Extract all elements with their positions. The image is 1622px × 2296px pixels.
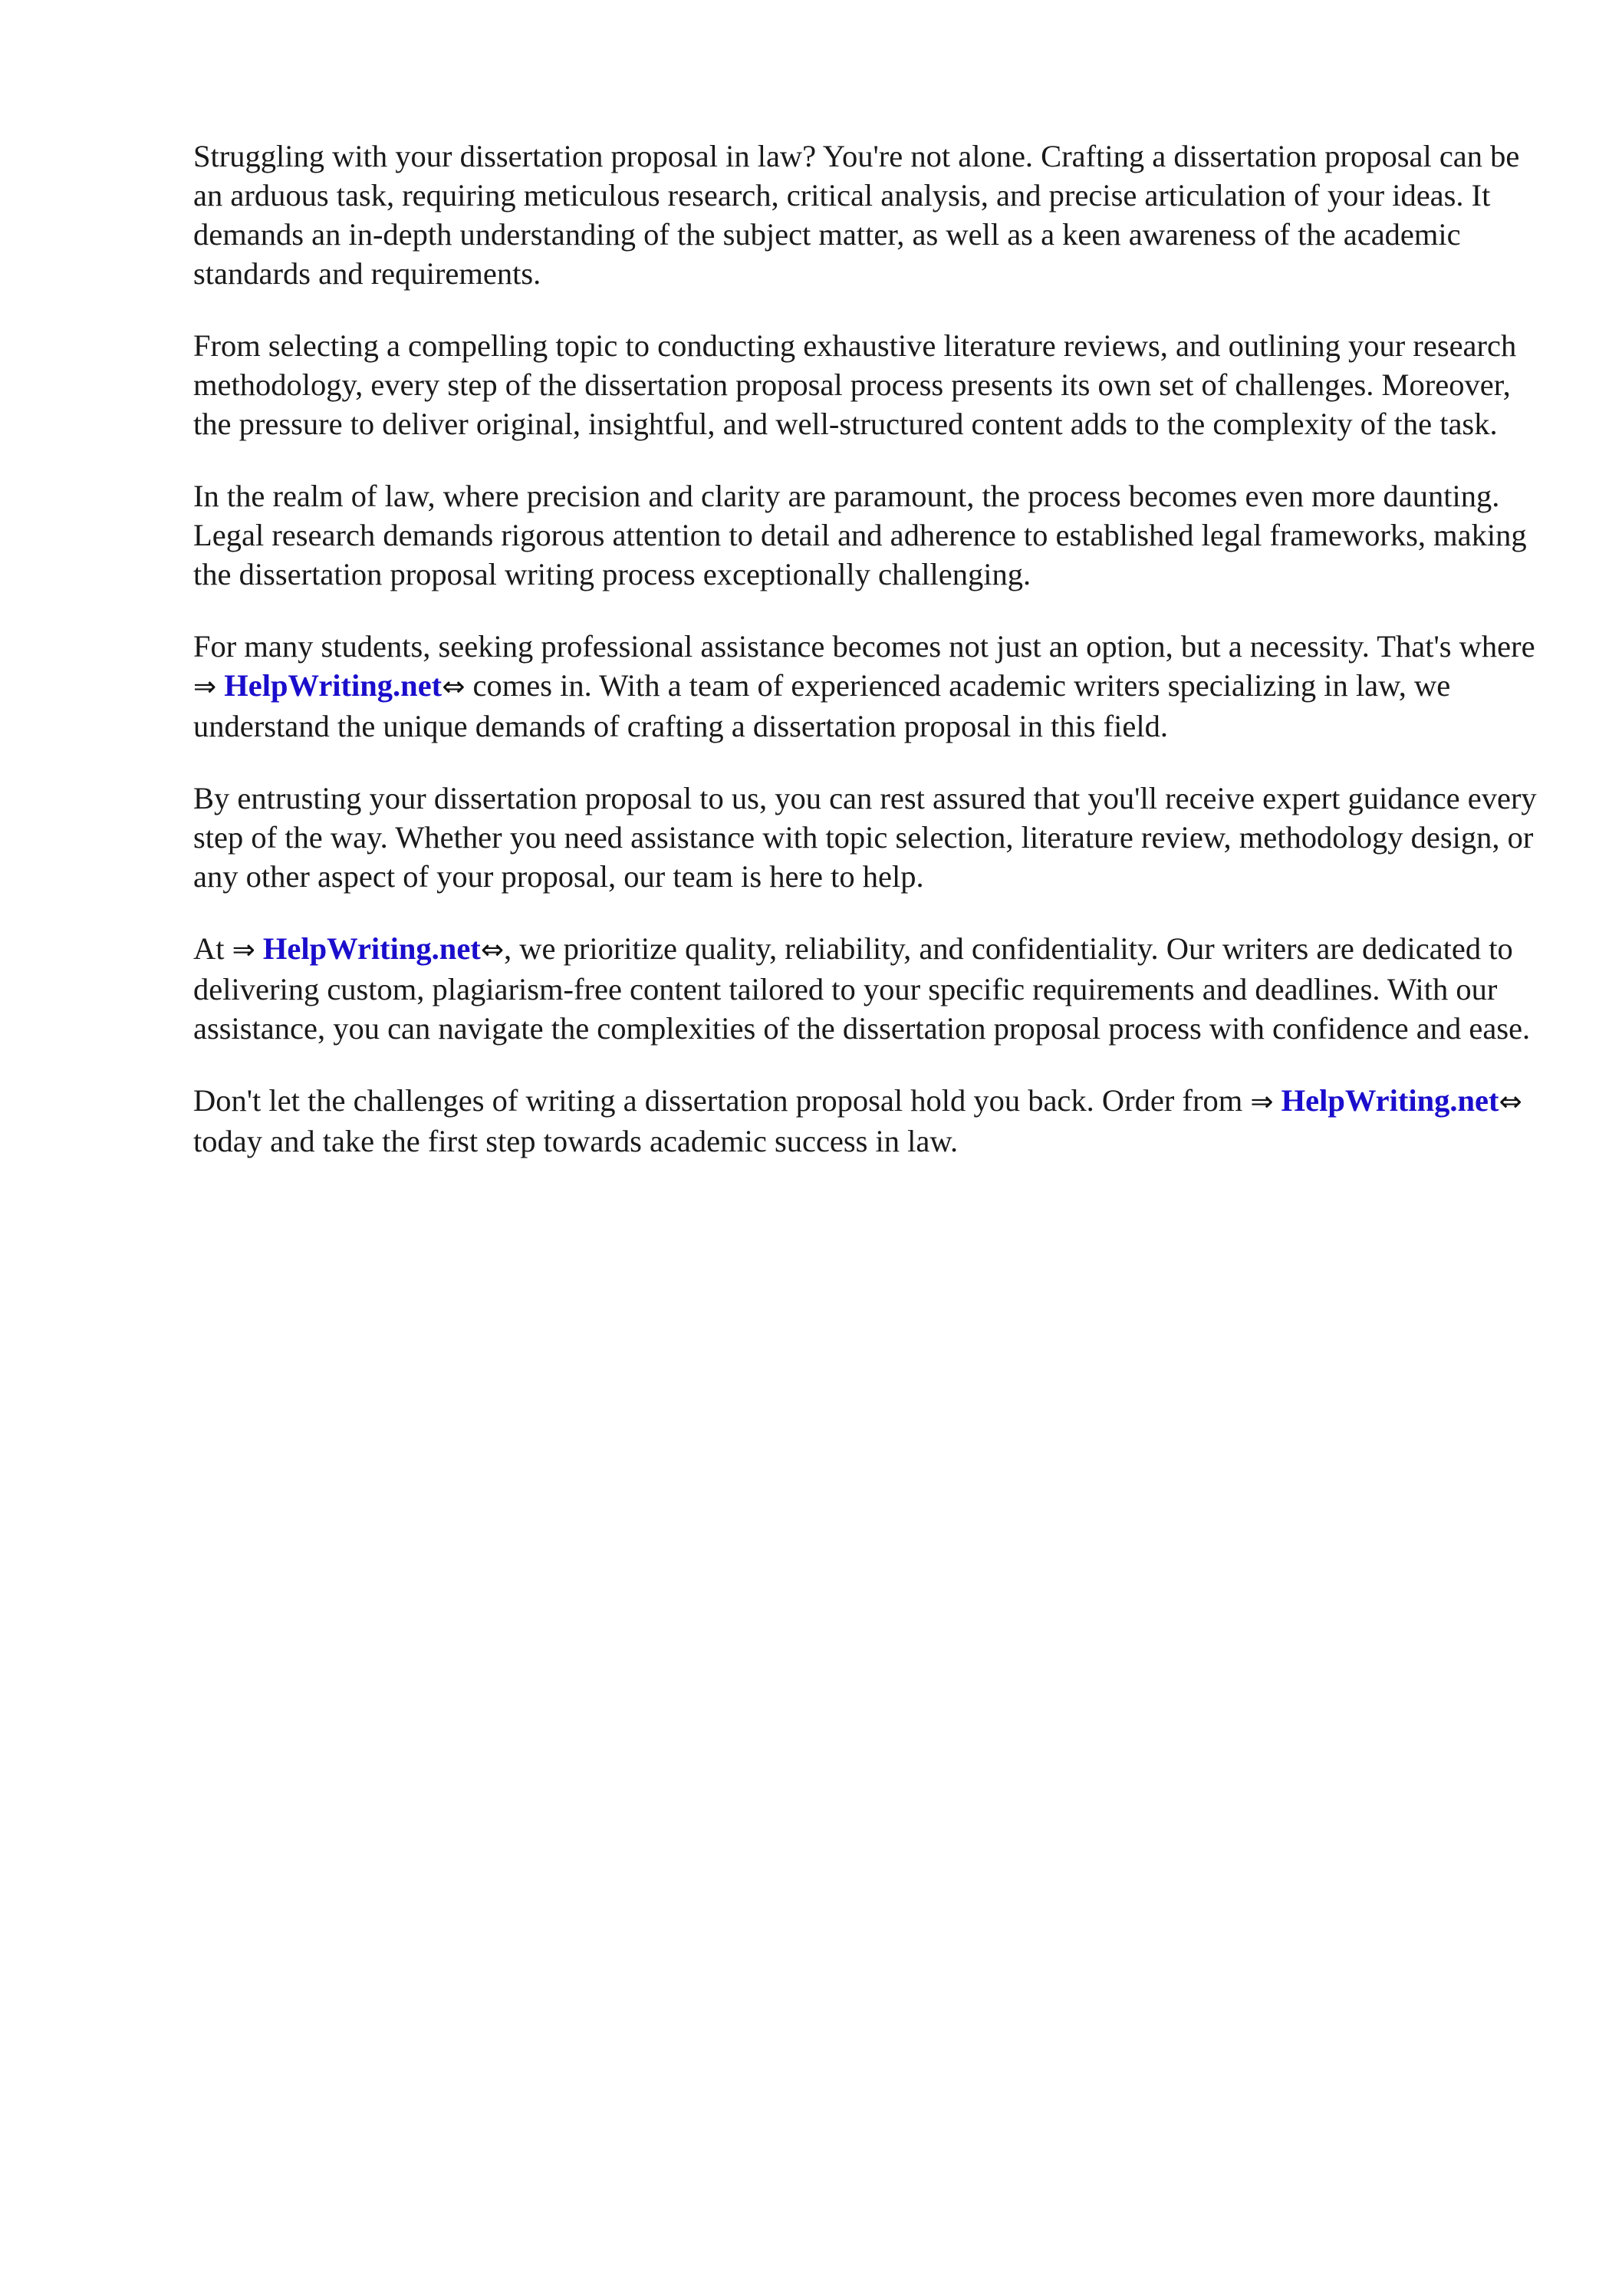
paragraph-cta-tail: today and take the first step towards academic success in law.	[193, 1124, 959, 1158]
right-arrow-icon: ⇒	[1250, 1086, 1274, 1118]
helpwriting-link[interactable]: HelpWriting.net	[1281, 1083, 1499, 1118]
paragraph-challenges: From selecting a compelling topic to conducting exhaustive literature reviews, and outlining your research methodology, every step of the dissertation proposal process presents its own set of challenges. Moreover, the pressure to deliver original, insightful, and well-structured content adds to the complexity of the task.	[193, 328, 1517, 441]
paragraph-assistance-lead: For many students, seeking professional assistance becomes not just an option, but a necessity. That's where	[193, 629, 1535, 664]
paragraph-quality-lead: At	[193, 931, 225, 966]
paragraph-quality-tail: , we prioritize quality, reliability, and confidentiality. Our writers are dedicated to delivering custom, plagiarism-free content tailored to your specific requirements and deadlines. With our assistance, you can navigate the complexities of the dissertation proposal process with confidence and ease.	[193, 931, 1531, 1046]
paragraph-law-realm: In the realm of law, where precision and clarity are paramount, the process becomes even more daunting. Legal research demands rigorous attention to detail and adherence to established legal frameworks, making the dissertation proposal writing process exceptionally challenging.	[193, 479, 1527, 591]
double-arrow-icon: ⇔	[480, 934, 504, 966]
paragraph-quality	[193, 929, 1539, 1048]
double-arrow-icon: ⇔	[1499, 1086, 1522, 1118]
right-arrow-icon: ⇒	[232, 934, 255, 966]
paragraph-cta-lead: Don't let the challenges of writing a dissertation proposal hold you back. Order from	[193, 1083, 1243, 1118]
right-arrow-icon: ⇒	[193, 671, 217, 703]
paragraph-call-to-action	[193, 1081, 1539, 1161]
double-arrow-icon: ⇔	[442, 671, 466, 703]
helpwriting-link[interactable]: HelpWriting.net	[224, 668, 443, 703]
paragraph-assistance-tail: comes in. With a team of experienced academic writers specializing in law, we understand the unique demands of crafting a dissertation proposal in this field.	[193, 668, 1451, 743]
paragraph-entrusting: By entrusting your dissertation proposal to us, you can rest assured that you'll receive expert guidance every step of the way. Whether you need assistance with topic selection, literature review, methodology design, or any other aspect of your proposal, our team is here to help.	[193, 781, 1537, 894]
document-body	[193, 137, 1539, 1194]
paragraph-assistance	[193, 627, 1539, 746]
paragraph-intro: Struggling with your dissertation proposal in law? You're not alone. Crafting a dissertation proposal can be an arduous task, requiring meticulous research, critical analysis, and precise articulation of your ideas. It demands an in-depth understanding of the subject matter, as well as a keen awareness of the academic standards and requirements.	[193, 139, 1520, 291]
helpwriting-link[interactable]: HelpWriting.net	[262, 931, 481, 966]
